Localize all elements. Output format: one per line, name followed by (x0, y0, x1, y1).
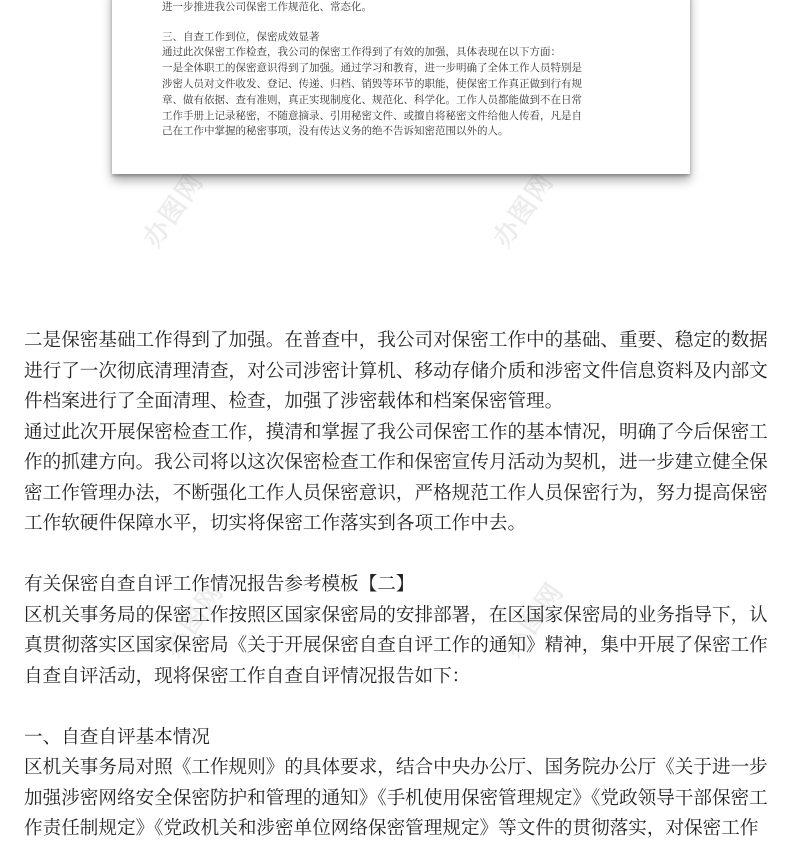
body-line: 通过此次开展保密检查工作，摸清和掌握了我公司保密工作的基本情况，明确了今后保密工 (24, 421, 768, 443)
body-line: 区机关事务局的保密工作按照区国家保密局的安排部署，在区国家保密局的业务指导下，认 (24, 604, 768, 626)
preview-line: 进一步推进我公司保密工作规范化、常态化。 (162, 0, 372, 13)
body-line: 件档案进行了全面清理、检查，加强了涉密载体和档案保密管理。 (24, 391, 564, 412)
body-line: 二是保密基础工作得到了加强。在普查中，我公司对保密工作中的基础、重要、稳定的数据 (24, 330, 768, 351)
preview-section-title: 三、自查工作到位，保密成效显著 (162, 30, 320, 43)
preview-line: 工作手册上记录秘密，不随意摘录、引用秘密文件、或擅自将秘密文件给他人传看，凡是自 (162, 109, 582, 122)
section-title: 一、自查自评基本情况 (24, 726, 210, 748)
body-line: 自查自评活动，现将保密工作自查自评情况报告如下： (24, 665, 471, 687)
body-line: 加强涉密网络安全保密防护和管理的通知》《手机使用保密管理规定》《党政领导干部保密工 (24, 787, 768, 809)
body-line: 作的抓建方向。我公司将以这次保密检查工作和保密宣传月活动为契机，进一步建立健全保 (24, 452, 768, 473)
watermark: 办图网 (157, 576, 231, 663)
preview-line: 章、做有依据、查有准则，真正实现制度化、规范化、科学化。工作人员都能做到不在日常 (162, 93, 582, 106)
template-title: 有关保密自查自评工作情况报告参考模板【二】 (24, 574, 415, 595)
watermark: 办图网 (137, 166, 211, 253)
preview-line: 己在工作中掌握的秘密事项，没有传达义务的绝不告诉知密范围以外的人。 (162, 125, 509, 138)
document-preview-card (112, 0, 690, 174)
preview-line: 一是全体职工的保密意识得到了加强。通过学习和教育，进一步明确了全体工作人员特别是 (162, 62, 582, 75)
watermark: 办图网 (487, 166, 561, 253)
body-text (24, 326, 784, 845)
body-line: 区机关事务局对照《工作规则》的具体要求，结合中央办公厅、国务院办公厅《关于进一步 (24, 757, 768, 778)
body-line: 密工作管理办法，不断强化工作人员保密意识，严格规范工作人员保密行为，努力提高保密 (24, 482, 768, 504)
body-line: 工作软硬件保障水平，切实将保密工作落实到各项工作中去。 (24, 513, 527, 534)
preview-text (162, 0, 662, 140)
body-line: 真贯彻落实区国家保密局《关于开展保密自查自评工作的通知》精神，集中开展了保密工作 (24, 635, 768, 656)
body-line: 进行了一次彻底清理清查，对公司涉密计算机、移动存储介质和涉密文件信息资料及内部文 (24, 360, 768, 382)
preview-line: 涉密人员对文件收发、登记、传递、归档、销毁等环节的职能，使保密工作真正做到行有规 (162, 77, 582, 90)
watermark: 办图网 (497, 576, 571, 663)
body-line: 作责任制规定》《党政机关和涉密单位网络保密管理规定》等文件的贯彻落实，对保密工作 (24, 818, 759, 839)
preview-line: 通过此次保密工作检查，我公司的保密工作得到了有效的加强，具体表现在以下方面： (162, 46, 561, 59)
